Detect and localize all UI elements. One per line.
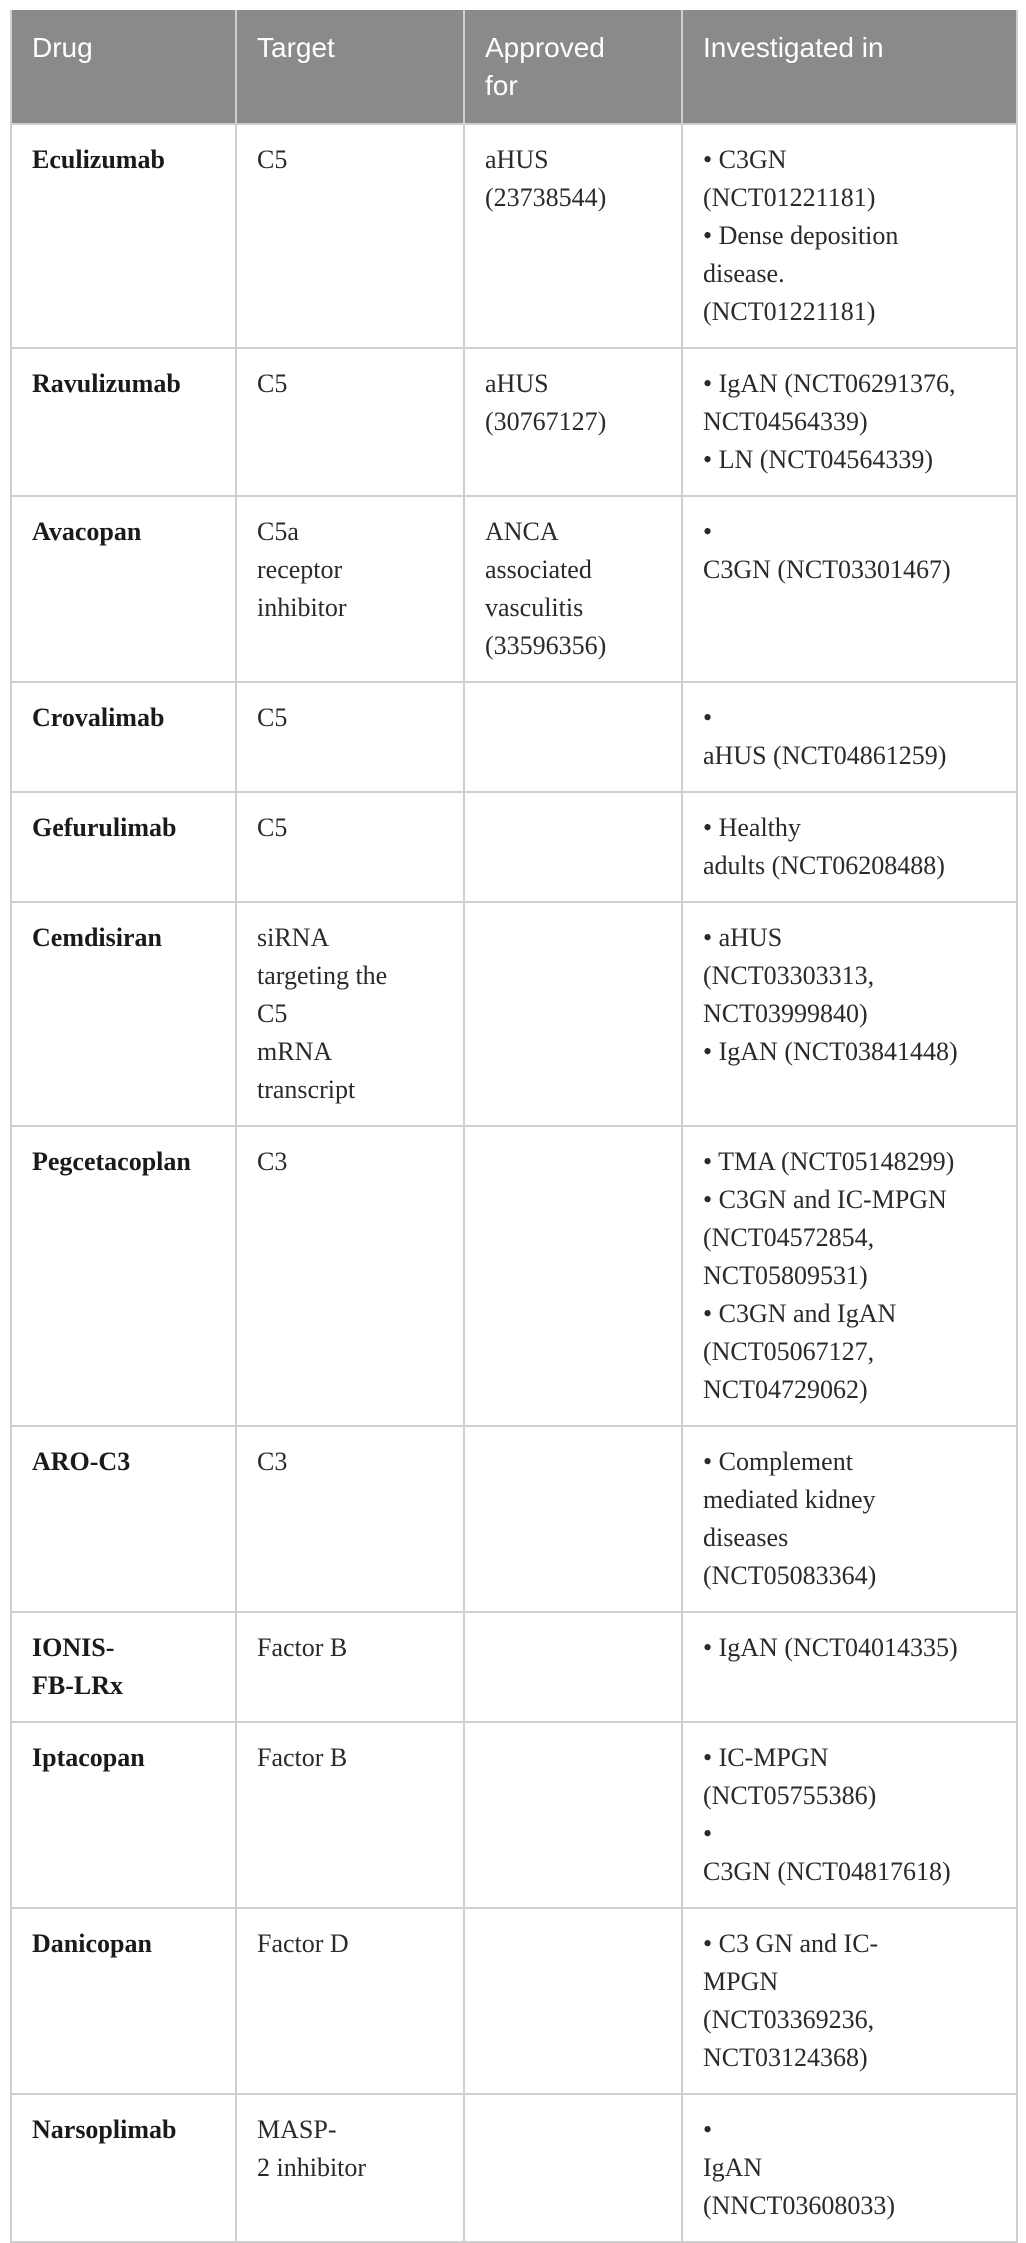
cell-approved-for bbox=[464, 1612, 682, 1722]
cell-target: MASP- 2 inhibitor bbox=[236, 2094, 464, 2242]
investigated-item: • C3 GN and IC- MPGN (NCT03369236, NCT03124368) bbox=[703, 1929, 879, 2072]
cell-investigated-in bbox=[682, 1426, 1017, 1612]
drug-table-container bbox=[10, 10, 1016, 2243]
cell-target: siRNA targeting the C5 mRNA transcript bbox=[236, 902, 464, 1126]
cell-approved-for bbox=[464, 1908, 682, 2094]
investigated-item: • Complement mediated kidney diseases (NCT05083364) bbox=[703, 1447, 877, 1590]
cell-investigated-in bbox=[682, 496, 1017, 682]
cell-investigated-in bbox=[682, 682, 1017, 792]
investigated-item: • aHUS (NCT03303313, NCT03999840) bbox=[703, 923, 875, 1028]
table-row bbox=[11, 496, 1017, 682]
cell-investigated-in bbox=[682, 792, 1017, 902]
cell-drug: IONIS- FB-LRx bbox=[11, 1612, 236, 1722]
header-approved-for: Approved for bbox=[464, 10, 682, 124]
investigated-item: • IgAN (NCT06291376, NCT04564339) bbox=[703, 369, 956, 436]
cell-investigated-in bbox=[682, 2094, 1017, 2242]
cell-drug: Pegcetacoplan bbox=[11, 1126, 236, 1426]
cell-approved-for bbox=[464, 1126, 682, 1426]
cell-drug: Cemdisiran bbox=[11, 902, 236, 1126]
cell-approved-for bbox=[464, 1722, 682, 1908]
investigated-item: • IgAN (NCT03841448) bbox=[703, 1037, 958, 1066]
cell-approved-for bbox=[464, 682, 682, 792]
table-row bbox=[11, 1908, 1017, 2094]
drug-table bbox=[10, 10, 1018, 2243]
investigated-item: • C3GN (NCT01221181) bbox=[703, 145, 876, 212]
header-target: Target bbox=[236, 10, 464, 124]
cell-target: C5 bbox=[236, 348, 464, 496]
cell-drug: Crovalimab bbox=[11, 682, 236, 792]
header-row bbox=[11, 10, 1017, 124]
cell-target: Factor D bbox=[236, 1908, 464, 2094]
table-row bbox=[11, 124, 1017, 348]
investigated-item: • IgAN (NNCT03608033) bbox=[703, 2115, 896, 2220]
cell-target: C5 bbox=[236, 682, 464, 792]
investigated-item: • Dense deposition disease. (NCT01221181) bbox=[703, 221, 899, 326]
investigated-item: • C3GN (NCT04817618) bbox=[703, 1819, 951, 1886]
table-row bbox=[11, 1126, 1017, 1426]
cell-investigated-in bbox=[682, 124, 1017, 348]
table-row bbox=[11, 902, 1017, 1126]
cell-approved-for bbox=[464, 792, 682, 902]
cell-approved-for bbox=[464, 902, 682, 1126]
cell-target: C5a receptor inhibitor bbox=[236, 496, 464, 682]
cell-drug: ARO-C3 bbox=[11, 1426, 236, 1612]
table-header bbox=[11, 10, 1017, 124]
cell-target: Factor B bbox=[236, 1722, 464, 1908]
table-row bbox=[11, 348, 1017, 496]
table-row bbox=[11, 682, 1017, 792]
cell-target: C5 bbox=[236, 124, 464, 348]
cell-target: C3 bbox=[236, 1426, 464, 1612]
header-drug: Drug bbox=[11, 10, 236, 124]
cell-investigated-in bbox=[682, 1908, 1017, 2094]
cell-approved-for bbox=[464, 2094, 682, 2242]
investigated-item: • LN (NCT04564339) bbox=[703, 445, 934, 474]
investigated-item: • IgAN (NCT04014335) bbox=[703, 1633, 958, 1662]
cell-target: C3 bbox=[236, 1126, 464, 1426]
header-investigated-in: Investigated in bbox=[682, 10, 1017, 124]
investigated-item: • aHUS (NCT04861259) bbox=[703, 703, 947, 770]
cell-target: C5 bbox=[236, 792, 464, 902]
cell-drug: Iptacopan bbox=[11, 1722, 236, 1908]
investigated-item: • IC-MPGN (NCT05755386) bbox=[703, 1743, 877, 1810]
cell-approved-for: aHUS (23738544) bbox=[464, 124, 682, 348]
cell-investigated-in bbox=[682, 1612, 1017, 1722]
table-row bbox=[11, 2094, 1017, 2242]
cell-approved-for: aHUS (30767127) bbox=[464, 348, 682, 496]
table-row bbox=[11, 1612, 1017, 1722]
investigated-item: • C3GN and IgAN (NCT05067127, NCT04729062) bbox=[703, 1299, 897, 1404]
investigated-item: • Healthy adults (NCT06208488) bbox=[703, 813, 945, 880]
investigated-item: • C3GN and IC-MPGN (NCT04572854, NCT05809531) bbox=[703, 1185, 947, 1290]
cell-investigated-in bbox=[682, 1722, 1017, 1908]
cell-drug: Narsoplimab bbox=[11, 2094, 236, 2242]
table-row bbox=[11, 1722, 1017, 1908]
cell-drug: Gefurulimab bbox=[11, 792, 236, 902]
table-row bbox=[11, 1426, 1017, 1612]
cell-investigated-in bbox=[682, 1126, 1017, 1426]
table-body bbox=[11, 124, 1017, 2242]
investigated-item: • C3GN (NCT03301467) bbox=[703, 517, 951, 584]
cell-drug: Avacopan bbox=[11, 496, 236, 682]
cell-approved-for: ANCA associated vasculitis (33596356) bbox=[464, 496, 682, 682]
cell-investigated-in bbox=[682, 902, 1017, 1126]
table-row bbox=[11, 792, 1017, 902]
cell-target: Factor B bbox=[236, 1612, 464, 1722]
investigated-item: • TMA (NCT05148299) bbox=[703, 1147, 955, 1176]
cell-investigated-in bbox=[682, 348, 1017, 496]
cell-drug: Ravulizumab bbox=[11, 348, 236, 496]
cell-approved-for bbox=[464, 1426, 682, 1612]
cell-drug: Eculizumab bbox=[11, 124, 236, 348]
cell-drug: Danicopan bbox=[11, 1908, 236, 2094]
